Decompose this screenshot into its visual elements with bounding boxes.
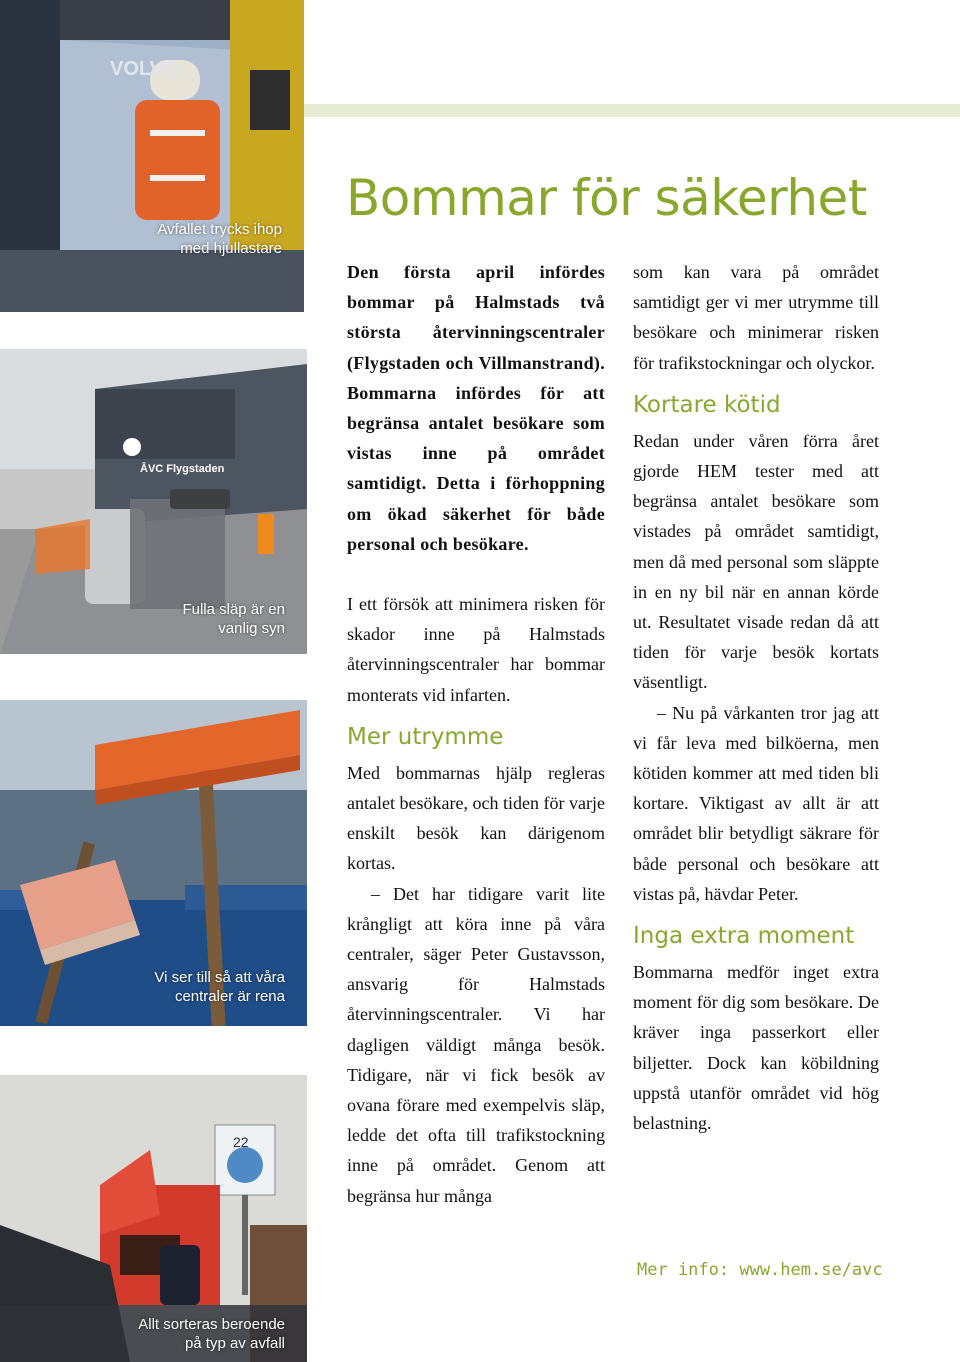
sign-number: 22 [233,1134,249,1150]
header-band [304,104,960,117]
photo-wheel-loader [0,0,304,312]
section-heading: Mer utrymme [347,723,504,750]
body-paragraph: Redan under våren förra året gjorde HEM tester med att begränsa antalet besökare som vistades på området samtidigt, men då med personal som släppte in en ny bil när en annan körde ut. Resultatet visade redan då att tiden för varje besök kortats väsentligt. [633,430,879,693]
lead-paragraph: Den första april infördes bommar på Halmstads två största återvinningscentraler (Flygstaden och Villmanstrand). Bommarna infördes för att begränsa antalet besökare som vistas inne på området samtidigt. Detta i förhoppning om ökad säkerhet för både personal och besökare. [347,262,605,554]
section-heading: Kortare kötid [633,391,781,418]
body-paragraph-continued: som kan vara på området samtidigt ger vi mer utrymme till besökare och minimerar risken för trafikstockningar och olyckor. [633,262,879,373]
quote-paragraph: – Det har tidigare varit lite krångligt att köra inne på våra centraler, säger Peter Gustavsson, ansvarig för Halmstads återvinningscentraler. Vi har dagligen väldigt många besök. Tidigare, när vi fick besök av ovana förare med exempelvis släp, ledde det ofta till trafikstockning inne på området. Genom att begränsa hur många [347,883,605,1206]
text-column-right [633,257,879,1138]
section-heading: Inga extra moment [633,923,855,950]
photo-wheel-loader-image [0,0,304,312]
photo-caption: Allt sorteras beroende på typ av avfall [138,1316,285,1352]
quote-paragraph: – Nu på vårkanten tror jag att vi får leva med bilköerna, men kötiden kommer att med tiden bli kortare. Viktigast av allt är att området blir betydligt säkrare för både personal och besökare att vistas på, hävdar Peter. [633,702,879,904]
body-paragraph: Bommarna medför inget extra moment för dig som besökare. De kräver inga passerkort eller biljetter. Dock kan köbildning uppstå utanför området vid hög belastning. [633,962,879,1134]
photo-sorting [0,1075,307,1362]
article-title: Bommar för säkerhet [346,169,867,227]
photo-station-trailers [0,329,307,654]
photo-caption: Avfallet trycks ihop med hjullastare [157,221,282,257]
station-sign: ÅVC Flygstaden [140,463,225,475]
photo-caption: Fulla släp är en vanlig syn [182,601,285,637]
intro-paragraph: I ett försök att minimera risken för skador inne på Halmstads återvinningscentraler har bommar monterats vid infarten. [347,594,605,705]
text-column-left [347,257,605,1211]
body-paragraph: Med bommarnas hjälp regleras antalet besökare, och tiden för varje enskilt besök kan därigenom kortas. [347,762,605,874]
volvo-logo: VOLVO [110,58,179,80]
photo-brooms [0,700,307,1026]
more-info-link[interactable]: Mer info: www.hem.se/avc [637,1260,883,1280]
photo-caption: Vi ser till så att våra centraler är rena [154,969,285,1005]
